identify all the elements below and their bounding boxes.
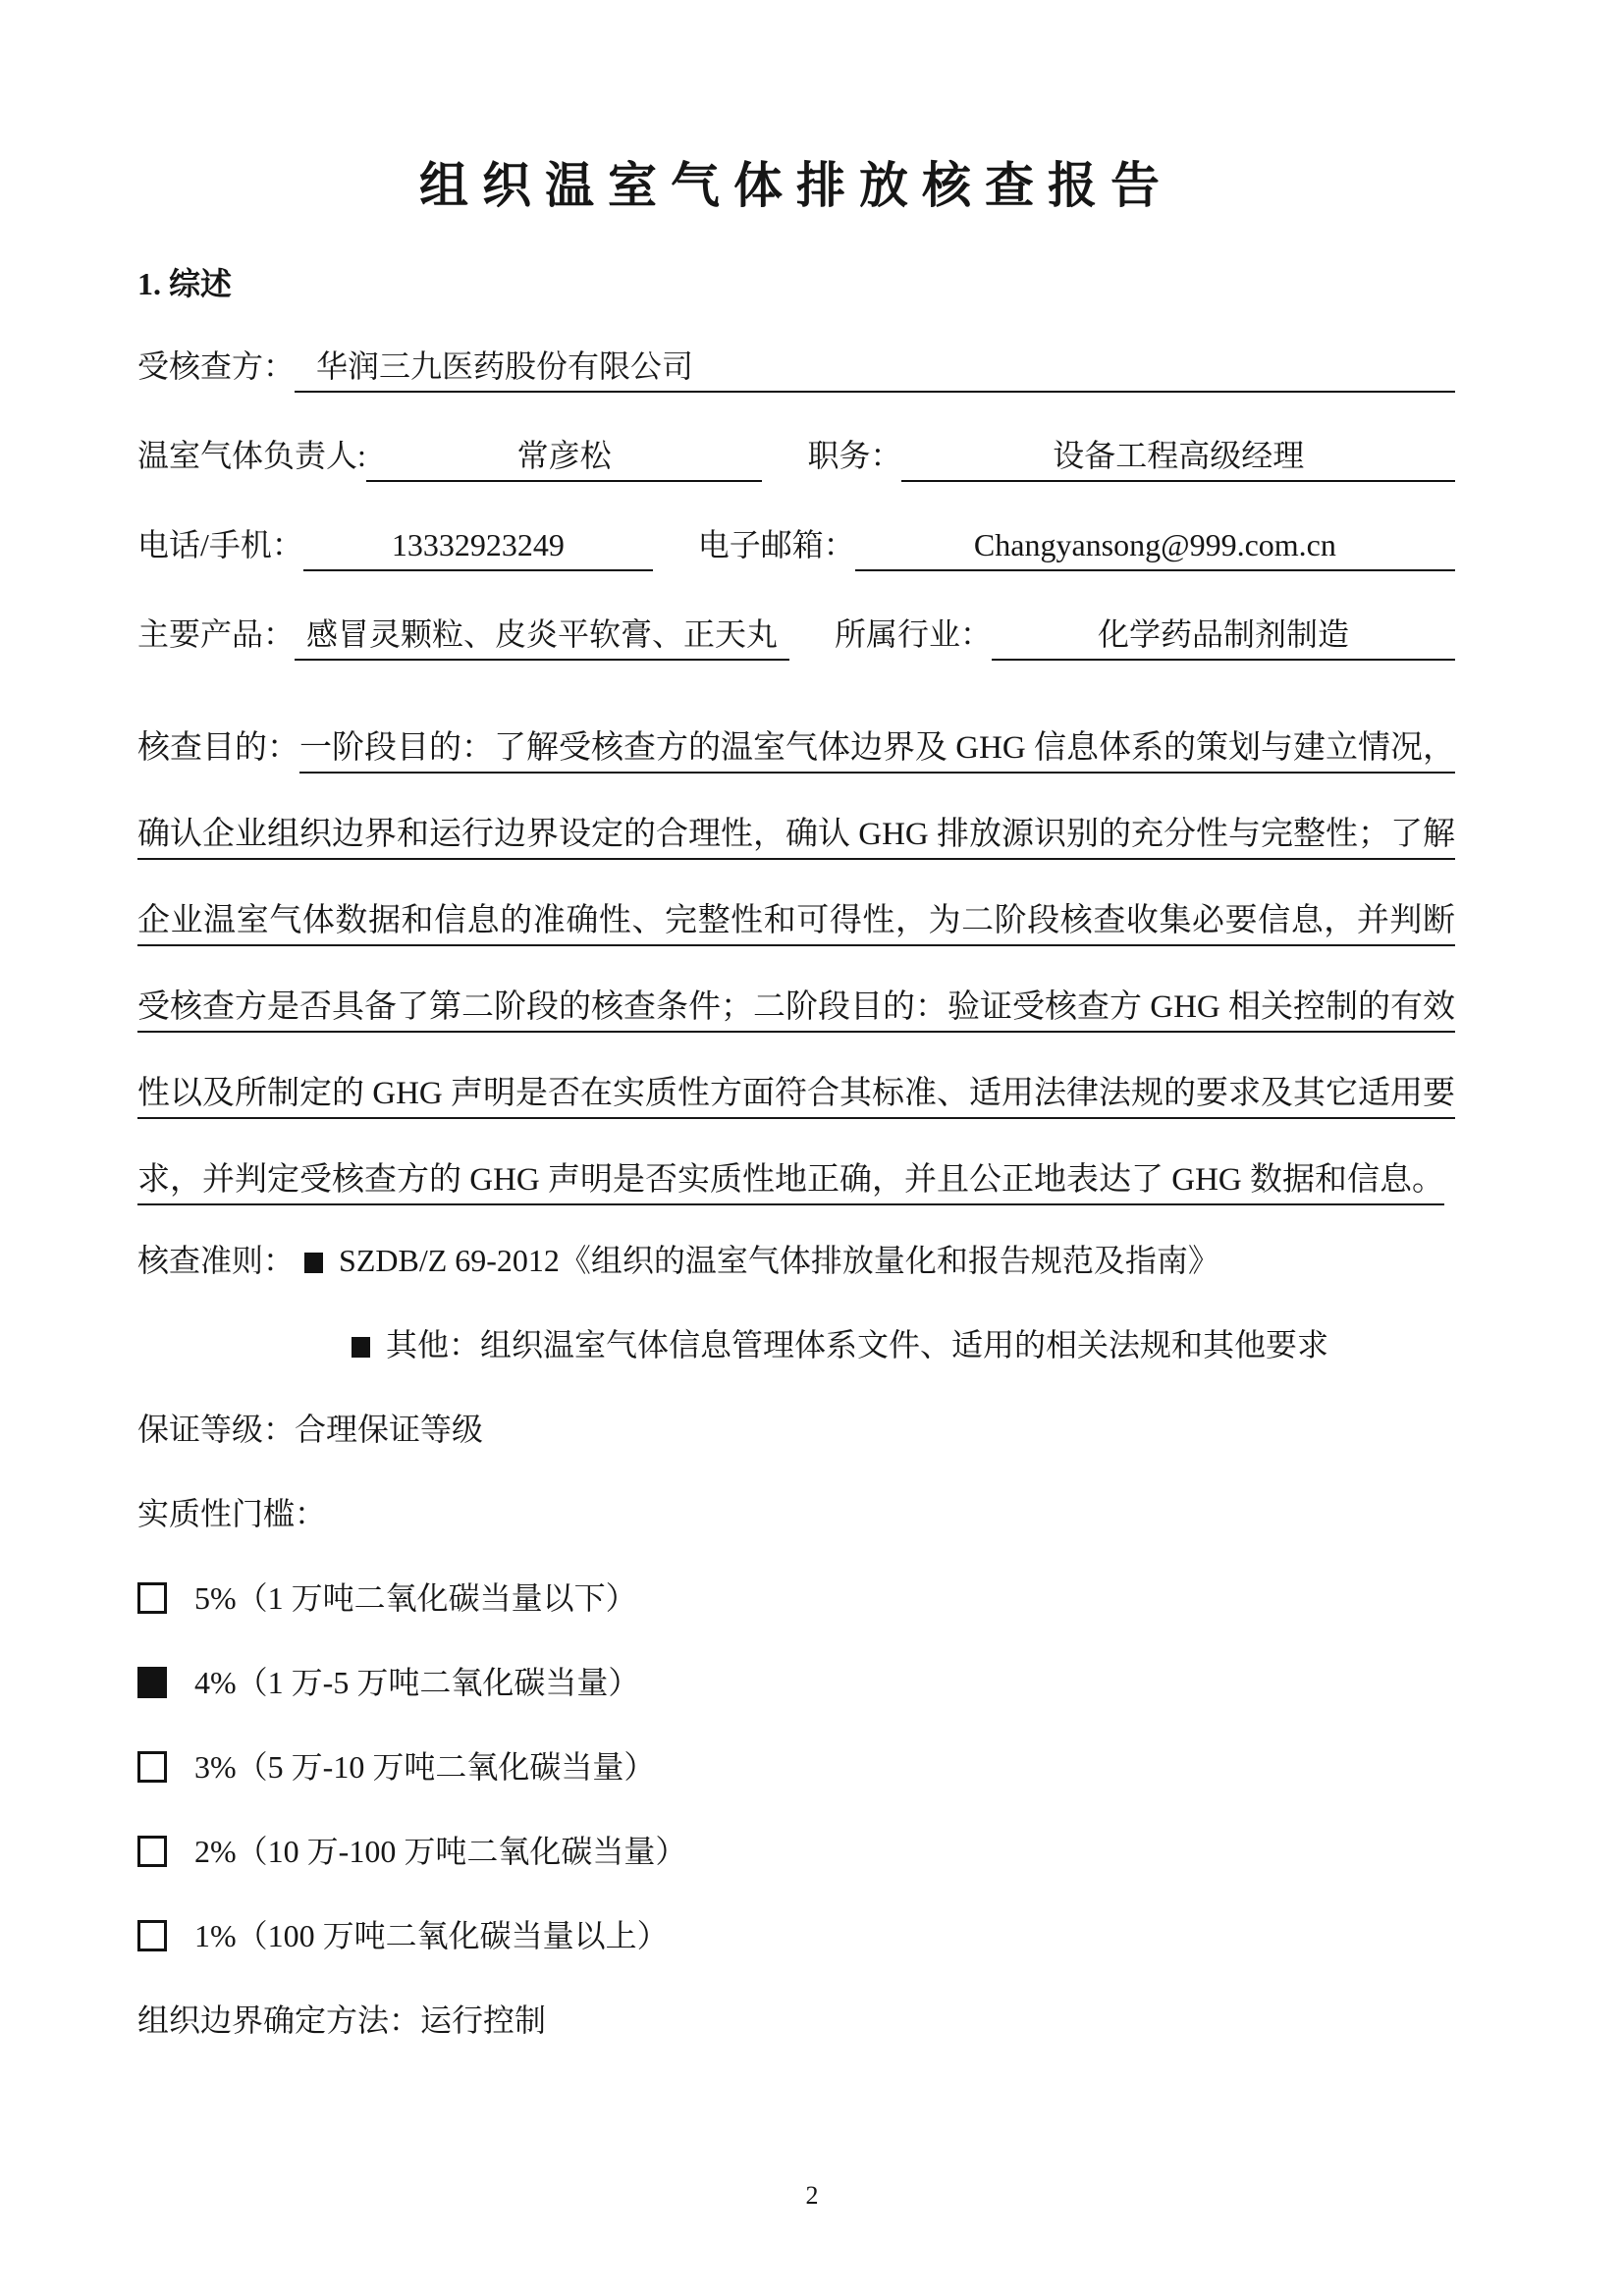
checkbox-2-percent (137, 1836, 167, 1867)
option-label: 5%（1 万吨二氧化碳当量以下） (194, 1580, 637, 1616)
checkbox-5-percent (137, 1582, 167, 1614)
purpose-paragraph (137, 705, 1455, 1223)
filled-square-bullet-icon (352, 1337, 370, 1358)
option-label: 4%（1 万-5 万吨二氧化碳当量） (194, 1665, 640, 1700)
phone-value: 13332923249 (303, 526, 653, 571)
checkbox-1-percent (137, 1920, 167, 1951)
purpose-value: 一阶段目的：了解受核查方的温室气体边界及 GHG 信息体系的策划与建立情况，确认企业组织边界和运行边界设定的合理性，确认 GHG 排放源识别的充分性与完整性；了解企业温室气体数据和信息的准确性、完整性和可得性，为二阶段核查收集必要信息，并判断受核查方是否具备了第二阶段的核查条件；二阶段目的：验证受核查方 GHG 相关控制的有效性以及所制定的 GHG 声明是否在实质性方面符合其标准、适用法律法规的要求及其它适用要求，并判定受核查方的 GHG 声明是否实质性地正确，并且公正地表达了 GHG 数据和信息。 (137, 730, 1455, 1198)
filled-square-bullet-icon (304, 1253, 323, 1273)
main-products-value: 感冒灵颗粒、皮炎平软膏、正天丸 (295, 615, 789, 661)
email-value: Changyansong@999.com.cn (855, 526, 1455, 571)
field-row-products (137, 615, 1455, 661)
materiality-option (137, 1916, 1455, 1955)
job-title-label: 职务： (807, 438, 902, 473)
materiality-option (137, 1663, 1455, 1702)
checkbox-4-percent (137, 1667, 167, 1698)
criteria-row (352, 1325, 1455, 1364)
report-title: 组织温室气体排放核查报告 (419, 158, 1173, 213)
job-title-value: 设备工程高级经理 (901, 437, 1455, 482)
main-products-label: 主要产品： (137, 616, 296, 652)
checkbox-3-percent (137, 1751, 167, 1783)
materiality-option (137, 1578, 1455, 1618)
criteria-item-text: 其他：组织温室气体信息管理体系文件、适用的相关法规和其他要求 (386, 1327, 1329, 1362)
auditee-label: 受核查方： (137, 348, 296, 384)
boundary-label: 组织边界确定方法： (137, 2002, 421, 2038)
criteria-label: 核查准则： (137, 1243, 296, 1278)
option-label: 1%（100 万吨二氧化碳当量以上） (194, 1918, 669, 1953)
option-label: 3%（5 万-10 万吨二氧化碳当量） (194, 1749, 656, 1785)
boundary-value: 运行控制 (420, 2002, 547, 2038)
industry-value: 化学药品制剂制造 (992, 615, 1455, 661)
industry-label: 所属行业： (835, 616, 993, 652)
ghg-manager-value: 常彦松 (366, 437, 763, 482)
materiality-heading: 实质性门槛： (137, 1496, 327, 1531)
purpose-label: 核查目的： (137, 730, 299, 766)
auditee-value: 华润三九医药股份有限公司 (295, 347, 1455, 393)
section-heading-overview: 1. 综述 (137, 266, 233, 301)
materiality-option (137, 1832, 1455, 1871)
ghg-manager-label: 温室气体负责人: (137, 438, 366, 473)
option-label: 2%（10 万-100 万吨二氧化碳当量） (194, 1834, 687, 1869)
assurance-line (137, 1410, 1455, 1449)
field-row-auditee (137, 347, 1455, 393)
field-row-contact (137, 526, 1455, 571)
assurance-value: 合理保证等级 (295, 1412, 484, 1447)
boundary-line (137, 2001, 1455, 2040)
materiality-option (137, 1747, 1455, 1787)
criteria-item-text: SZDB/Z 69-2012《组织的温室气体排放量化和报告规范及指南》 (339, 1243, 1219, 1278)
page-number: 2 (805, 2181, 819, 2210)
phone-label: 电话/手机： (137, 527, 303, 562)
assurance-label: 保证等级： (137, 1412, 296, 1447)
email-label: 电子邮箱： (697, 527, 855, 562)
criteria-row (137, 1241, 1455, 1280)
field-row-manager (137, 437, 1455, 482)
